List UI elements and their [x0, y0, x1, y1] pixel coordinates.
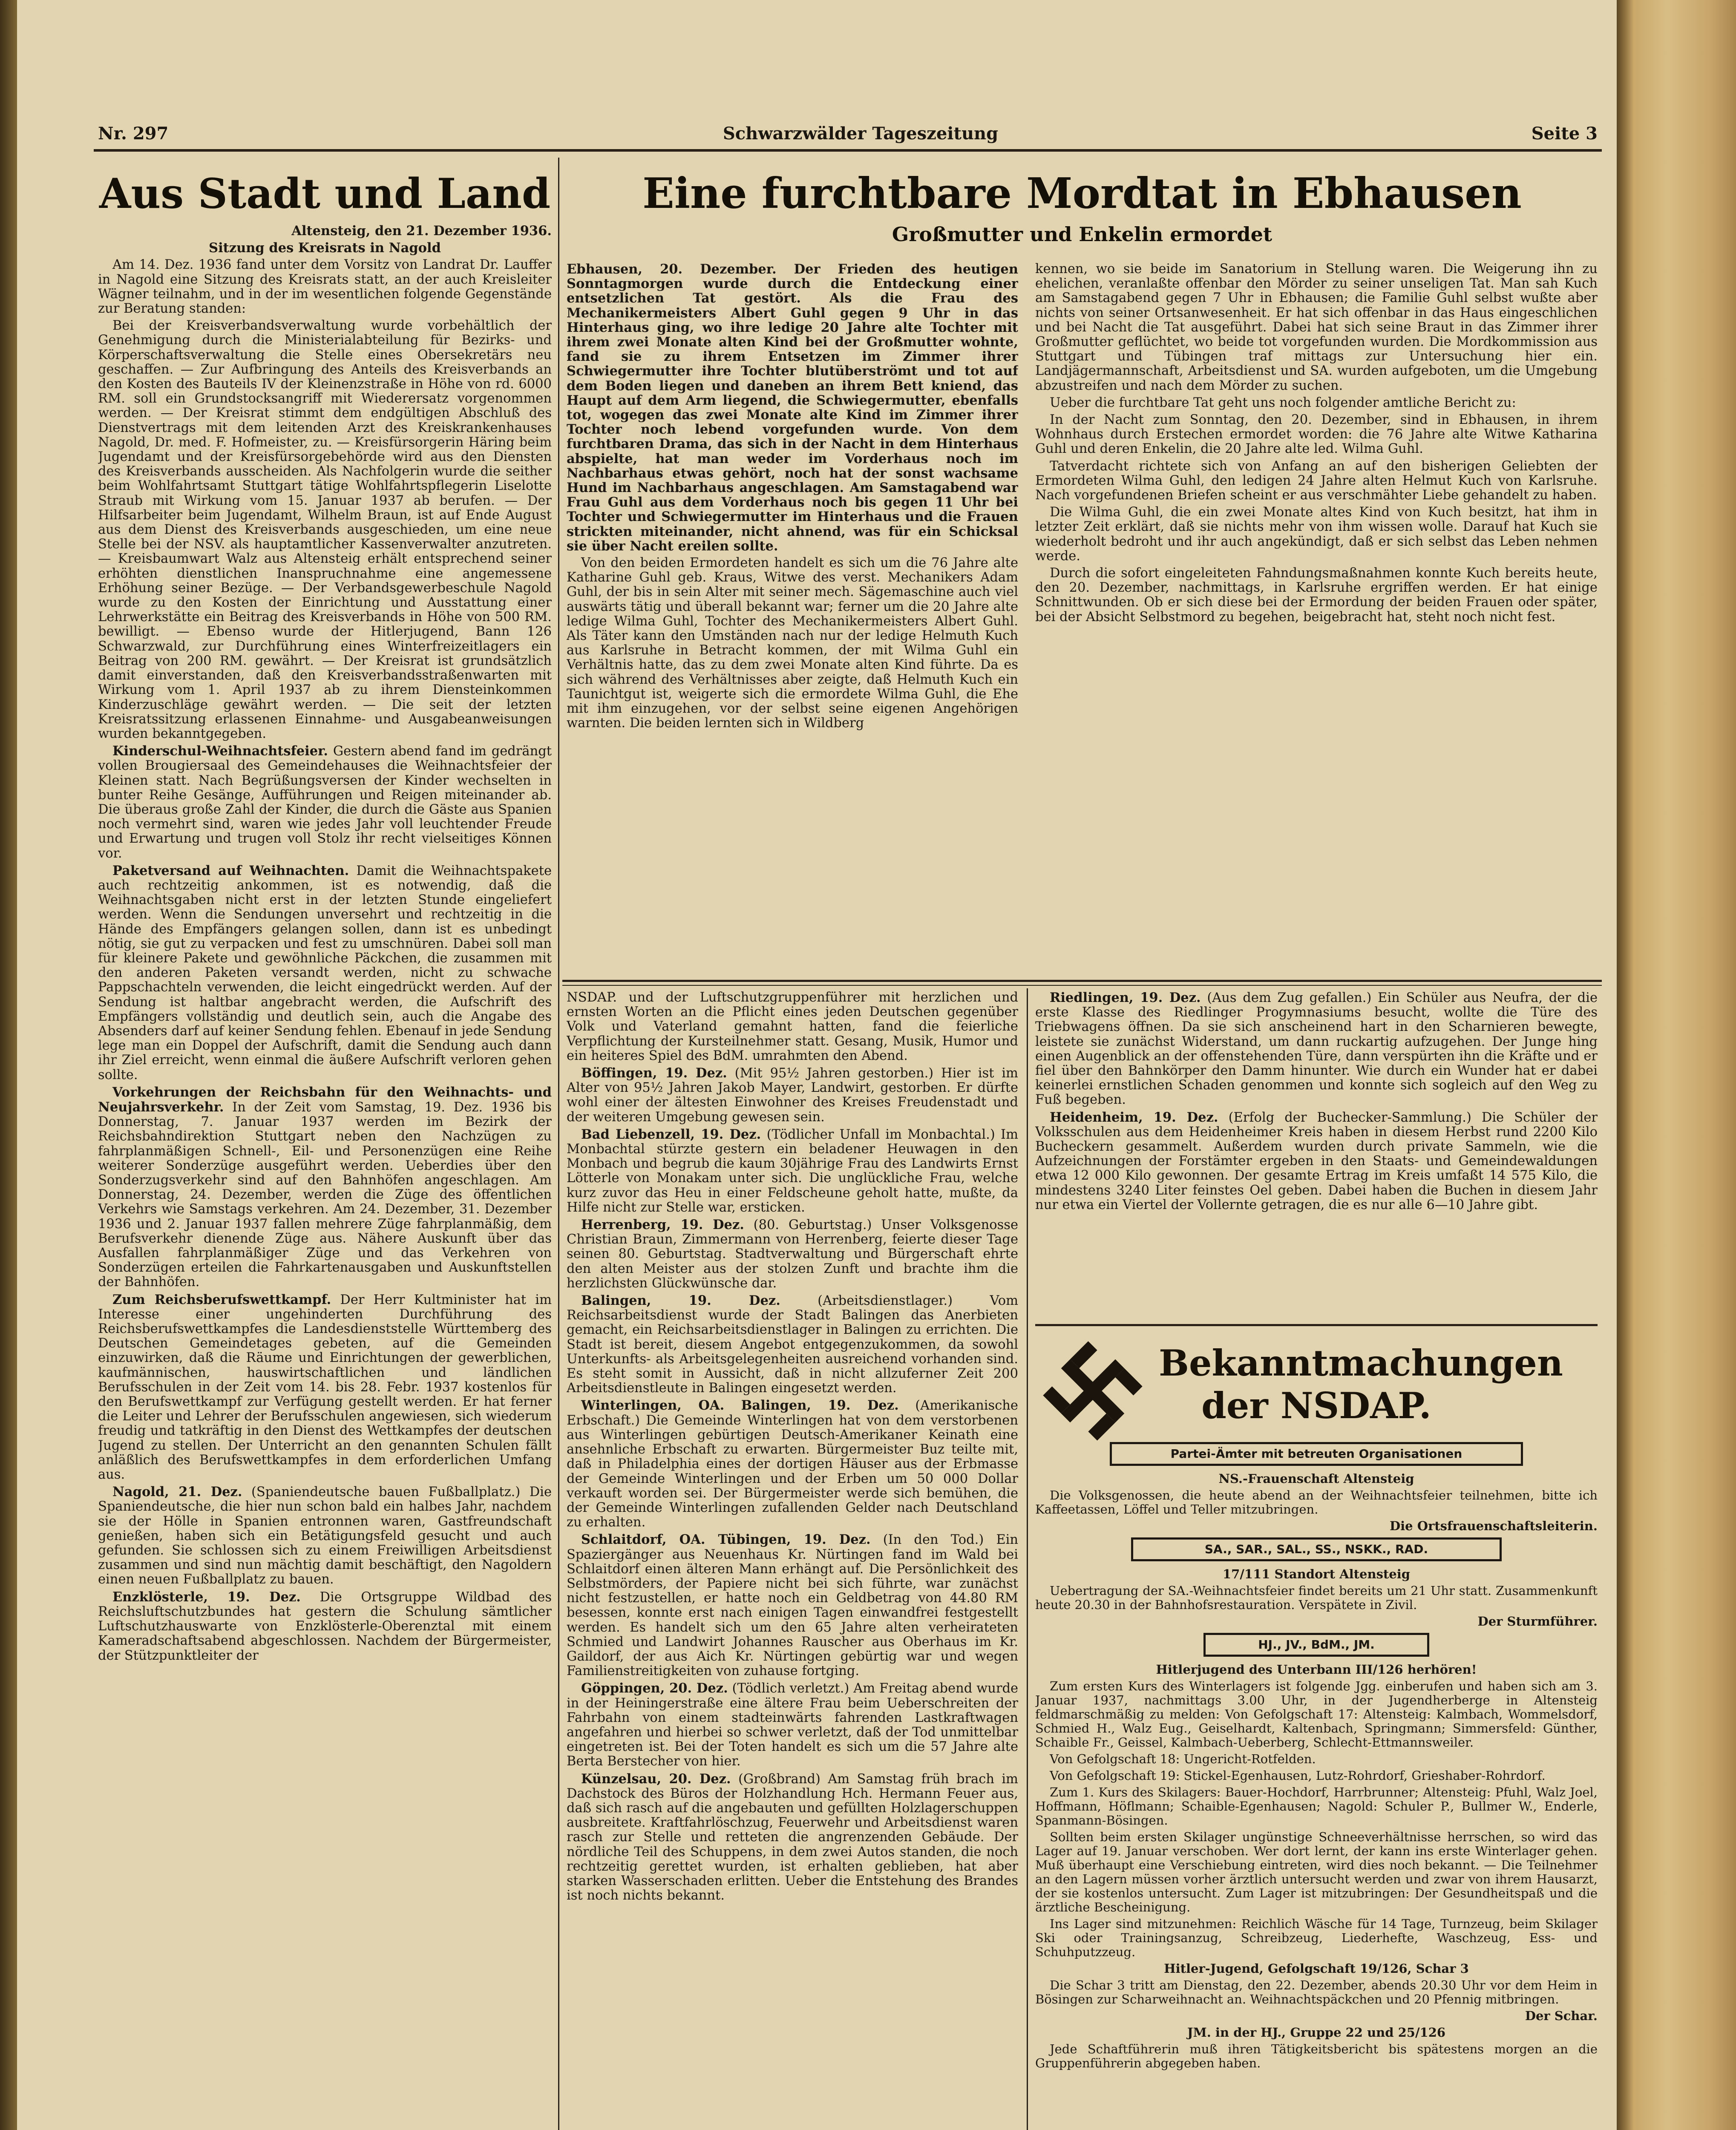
article-reichsbahn: Vorkehrungen der Reichsbahn für den Weihnachts- und Neujahrsverkehr. In der Zeit vom Samstag, 19. Dez. 1936 bis Donnerstag, 7. Januar 1937 werden im Bezirk der Reichsbahndirektion Stuttgart neben den Nachzügen zu fahrplanmäßigen Schnell-, Eil- und Personenzügen eine Reihe weiterer Sonderzüge ausgeführt werden. Ueberdies über den Sonderzugsverkehr sind auf den Bahnhöfen angeschlagen. Am Donnerstag, 24. Dezember, werden die Züge des öffentlichen Verkehrs wie Samstags verkehren. Am 24. Dezember, 31. Dezember 1936 und 2. Januar 1937 fallen mehrere Züge fahrplanmäßig, dem Berufsverkehr dienende Züge aus. Nähere Auskunft über das Ausfallen fahrplanmäßiger Züge und das Verkehren von Sonderzügen erteilen die Fahrkartenausgaben und Auskunftstellen der Bahnhöfen. — [98, 1084, 552, 1290]
mord-para-7: Die Wilma Guhl, die ein zwei Monate altes Kind von Kuch besitzt, hat ihm in letzter Zeit erklärt, daß sie nichts mehr von ihm wissen wolle. Darauf hat Kuch sie wiederholt bedroht und ihr auch angekündigt, daß er sich selbst das Leben nehmen werde. — [1035, 505, 1598, 564]
article-head: Böffingen, 19. Dez. — [581, 1065, 727, 1081]
article-boeffingen: Böffingen, 19. Dez. (Mit 95½ Jahren gestorben.) Hier ist im Alter von 95½ Jahren Jakob Mayer, Landwirt, gestorben. Er dürfte wohl einer der ältesten Einwohner des Kreises Freudenstadt und der weiteren Umgebung gewesen sein. — [567, 1065, 1018, 1125]
article-kuenzelsau: Künzelsau, 20. Dez. (Großbrand) Am Samstag früh brach im Dachstock des Büros der Holzhandlung Hch. Hermann Feuer aus, daß sich rasch auf die angebauten und gefüllten Holzlagerschuppen ausbreitete. Kraftfahrlöschzug, Feuerwehr und Arbeitsdienst waren rasch zur Stelle und retteten die angrenzenden Gebäude. Der nördliche Teil des Schuppens, in dem zwei Autos standen, die noch rechtzeitig gerettet wurden, ist erhalten geblieben, hat aber starken Wasserschaden erlitten. Ueber die Entstehung des Brandes ist noch nichts bekannt. — [567, 1771, 1018, 1903]
column-regional-news — [567, 990, 1018, 2130]
mord-para-8: Durch die sofort eingeleiteten Fahndungsmaßnahmen konnte Kuch bereits heute, den 20. Dezember, nachmittags, in Karlsruhe ergriffen werden. Er hat einige Schnittwunden. Ob er sich diese bei der Ermordung der beiden Frauen oder später, bei der Absicht Selbstmord zu begehen, beigebracht hat, steht noch nicht fest. — [1035, 566, 1598, 625]
article-head: Enzklösterle, 19. Dez. — [112, 1589, 301, 1605]
article-head: Schlaitdorf, OA. Tübingen, 19. Dez. — [581, 1532, 871, 1548]
article-head: Balingen, 19. Dez. — [581, 1293, 780, 1309]
article-head: Winterlingen, OA. Balingen, 19. Dez. — [581, 1398, 899, 1413]
dateline: Altensteig, den 21. Dezember 1936. — [291, 224, 552, 239]
column-divider — [558, 158, 559, 2130]
nsdap-announcements-title: Bekanntmachungen der NSDAP. — [1159, 1342, 1563, 1427]
article-heidenheim: Heidenheim, 19. Dez. (Erfolg der Buchecker-Sammlung.) Die Schüler der Volksschulen aus dem Heidenheimer Kreis haben in diesem Herbst rund 2200 Kilo Bucheckern gesammelt. Außerdem wurden durch private Sammeln, wie die Aufzeichnungen der Forstämter ergeben in den Staats- und Gemeindewaldungen etwa 12 000 Kilo gewonnen. Der gesamte Ertrag im Kreis umfaßt 14 575 Kilo, die mindestens 3240 Liter feinstes Oel geben. Dabei haben die Buchen in diesem Jahr nur etwa ein Viertel der Vollernte getragen, die es nur alle 6—10 Jahre gibt. — [1035, 1109, 1598, 1212]
article-riedlingen: Riedlingen, 19. Dez. (Aus dem Zug gefallen.) Ein Schüler aus Neufra, der die erste Klasse des Riedlinger Progymnasiums besucht, wollte die Türe des Triebwagens öffnen. Da sie sich anscheinend hart in den Scharnieren bewegte, leistete sie zunächst Widerstand, um dann ruckartig aufzugehen. Der Junge hing einen Augenblick an der offenstehenden Türe, dann verspürten ihn die Kräfte und er fiel über den Bahnkörper den Damm hinunter. Wie durch ein Wunder hat er dabei keinerlei ernstlichen Schaden genommen und konnte sich sogleich auf den Weg zu Fuß begeben. — [1035, 990, 1598, 1108]
article-balingen: Balingen, 19. Dez. (Arbeitsdienstlager.) Vom Reichsarbeitsdienst wurde der Stadt Balingen das Anerbieten gemacht, ein Reichsarbeitsdienstlager in Balingen zu errichten. Die Stadt ist bereit, diesem Angebot entgegenzukommen, da sowohl Unterkunfts- als Arbeitsgelegenheiten ausreichend vorhanden sind. Es steht somit in Aussicht, daß in nicht allzuferner Zeit 200 Arbeitsdienstleute in Balingen eingesetzt werden. — [567, 1293, 1018, 1396]
hj2-signature: Der Schar. — [1525, 2009, 1598, 2023]
hj2-text: Die Schar 3 tritt am Dienstag, den 22. Dezember, abends 20.30 Uhr vor dem Heim in Bösingen zur Scharweihnacht an. Weihnachtspäckchen und 20 Pfennig mitbringen. — [1035, 1978, 1598, 2006]
article-liebenzell: Bad Liebenzell, 19. Dez. (Tödlicher Unfall im Monbachtal.) Im Monbachtal stürzte gestern ein beladener Heuwagen in den Monbach und begrub die kaum 30jährige Frau des Landwirts Ernst Lötterle von Monakam unter sich. Die unglückliche Frau, welche kurz zuvor das Heu in einer Feldscheune geholt hatte, mußte, da Hilfe nicht zur Stelle war, ersticken. — [567, 1126, 1018, 1215]
hj2-head: Hitler-Jugend, Gefolgschaft 19/126, Schar 3 — [1164, 1961, 1469, 1976]
article-head: Herrenberg, 19. Dez. — [581, 1217, 744, 1233]
article-herrenberg: Herrenberg, 19. Dez. (80. Geburtstag.) Unser Volksgenosse Christian Braun, Zimmermann von Herrenberg, feierte dieser Tage seinen 80. Geburtstag. Stadtverwaltung und Bürgerschaft ehrte den alten Meister aus der stolzen Zunft und brachte ihm die herzlichsten Glückwünsche dar. — [567, 1217, 1018, 1291]
article-head: Zum Reichsberufswettkampf. — [112, 1292, 331, 1307]
ns-frauenschaft-head: NS.-Frauenschaft Altensteig — [1218, 1471, 1414, 1486]
mord-lead: Ebhausen, 20. Dezember. Der Frieden des heutigen Sonntagmorgen wurde durch die Entdeckung einer entsetzlichen Tat gestört. Als die Frau des Mechanikermeisters Albert Guhl gegen 9 Uhr in das Hinterhaus ging, wo ihre ledige 20 Jahre alte Tochter mit ihrem zwei Monate alten Kind bei der Großmutter wohnte, fand sie zu ihrem Entsetzen im Zimmer ihrer Schwiegermutter ihre Tochter blutüberströmt und tot auf dem Boden liegen und daneben an ihrem Bett kniend, das Haupt auf dem Arm liegend, die Schwiegermutter, ebenfalls tot, wogegen das zwei Monate alte Kind im Zimmer ihrer Tochter noch lebend vorgefunden wurde. Von dem furchtbaren Drama, das sich in der Nacht in dem Hinterhaus abspielte, hat man weder im Vorderhaus noch im Nachbarhaus etwas gehört, noch hat der sonst wachsame Hund im Nachbarhaus angeschlagen. Am Samstagabend war Frau Guhl aus dem Vorderhaus noch bis gegen 11 Uhr bei Tochter und Schwiegermutter im Hinterhaus und die Frauen strickten miteinander, nicht ahnend, was für ein Schicksal sie über Nacht ereilen sollte. — [567, 262, 1018, 554]
mord-column-left — [567, 262, 1018, 978]
hj-para-1: Zum ersten Kurs des Winterlagers ist folgende Jgg. einberufen und haben sich am 3. Januar 1937, nachmittags 3.00 Uhr, in der Jugendherberge in Altensteig feldmarschmäßig zu melden: Von Gefolgschaft 17: Altensteig: Kalmbach, Wommelsdorf, Schmied H., Walz Eug., Geiselhardt, Kaltenbach, Springmann; Simmersfeld: Günther, Schaible Fr., Geissel, Kalmbach-Ueberberg, Schlecht-Ettmannsweiler. — [1035, 1679, 1598, 1750]
article-head: Göppingen, 20. Dez. — [581, 1681, 728, 1696]
issue-number: Nr. 297 — [98, 124, 169, 144]
mord-para-2: Von den beiden Ermordeten handelt es sich um die 76 Jahre alte Katharine Guhl geb. Kraus, Witwe des verst. Mechanikers Adam Guhl, der bis in sein Alter mit seiner mech. Sägemaschine auch viel auswärts tätig und überall bekannt war; ferner um die 20 Jahre alte ledige Wilma Guhl, Tochter des Mechanikermeisters Albert Guhl. Als Täter kann den Umständen nach nur der ledige Helmuth Kuch aus Karlsruhe in Betracht kommen, der mit Wilma Guhl ein Verhältnis hatte, das zu dem zwei Monate alten Kind führte. Da es sich während des Verhältnisses aber zeigte, daß Helmuth Kuch ein Taunichtgut ist, weigerte sich die ermordete Wilma Guhl, die Ehe mit ihm einzugehen, vor der selbst seine eigenen Angehörigen warnten. Die beiden lernten sich in Wildberg — [567, 556, 1018, 731]
mord-para-5: In der Nacht zum Sonntag, den 20. Dezember, sind in Ebhausen, in ihrem Wohnhaus durch Erstechen ermordet worden: die 76 Jahre alte Witwe Katharina Guhl und deren Enkelin, die 20 Jahre alte led. Wilma Guhl. — [1035, 412, 1598, 457]
section-divider — [562, 985, 1602, 986]
mord-headline: Eine furchtbare Mordtat in Ebhausen — [642, 169, 1522, 218]
article-head: Bad Liebenzell, 19. Dez. — [581, 1126, 761, 1142]
article-continued: NSDAP. und der Luftschutzgruppenführer mit herzlichen und ernsten Worten an die Pflicht eines jeden Deutschen gegenüber Volk und Vaterland gemahnt hatten, fand die feierliche Verpflichtung der Kursteilnehmer statt. Gesang, Musik, Humor und ein heiteres Spiel des BdM. umrahmten den Abend. — [567, 990, 1018, 1063]
subhead-kreisrat: Sitzung des Kreisrats in Nagold — [209, 240, 441, 256]
hj-para-6: Ins Lager sind mitzunehmen: Reichlich Wäsche für 14 Tage, Turnzeug, beim Skilager Ski oder Trainingsanzug, Schreibzeug, Liederhefte, Waschzeug, Ess- und Schuhputzzeug. — [1035, 1917, 1598, 1959]
section-title: Aus Stadt und Land — [99, 170, 551, 218]
swastika-emblem-icon — [1039, 1338, 1146, 1444]
page-number: Seite 3 — [1531, 124, 1598, 144]
article-head: Nagold, 21. Dez. — [112, 1484, 242, 1500]
article-head: Paketversand auf Weihnachten. — [112, 863, 349, 878]
kreisrat-para-2: Bei der Kreisverbandsverwaltung wurde vorbehältlich der Genehmigung durch die Ministerialabteilung für Bezirks- und Körperschaftsverwaltung die Stelle eines Obersekretärs neu geschaffen. — Zur Aufbringung des Anteils des Kreisverbands an den Kosten des Bauteils IV der Kleinenzstraße in Höhe von rd. 6000 RM. soll ein Grundstocksangriff mit Wiederersatz vorgenommen werden. — Der Kreisrat stimmt dem endgültigen Abschluß des Dienstvertrags mit dem leitenden Arzt des Kreiskrankenhauses Nagold, Dr. med. F. Hofmeister, zu. — Kreisfürsorgerin Häring beim Jugendamt und der Kreisfürsorgebehörde wird aus den Diensten des Kreisverbands ausscheiden. Als Nachfolgerin wurde die seither beim Wohlfahrtsamt Stuttgart tätige Wohlfahrtspflegerin Liselotte Straub mit Wirkung vom 15. Januar 1937 ab berufen. — Der Hilfsarbeiter beim Jugendamt, Wilhelm Braun, ist auf Ende August aus dem Dienst des Kreisverbands ausgeschieden, um eine neue Stelle bei der NSV. als hauptamtlicher Kassenverwalter anzutreten. — Kreisbaumwart Walz aus Altensteig erhält entsprechend seiner erhöhten dienstlichen Inanspruchnahme eine angemessene Erhöhung seiner Bezüge. — Der Verbandsgewerbeschule Nagold wurde zu den Kosten der Einrichtung und Ausstattung einer Lehrwerkstätte ein Beitrag des Kreisverbands in Höhe von 500 RM. bewilligt. — Ebenso wurde der Hitlerjugend, Bann 126 Schwarzwald, zur Durchführung eines Winterfreizeitlagers ein Beitrag von 200 RM. gewährt. — Der Kreisrat ist grundsätzlich damit einverstanden, daß den Kreisverbandsstraßenwarten mit Wirkung vom 1. April 1937 ab zu ihrem Diensteinkommen Kinderzuschläge gewährt werden. — Die seit der letzten Kreisratssitzung erlassenen Einnahme- und Ausgabeanweisungen wurden bekanntgegeben. — [98, 318, 552, 741]
section-divider — [562, 980, 1602, 982]
ns-frauenschaft-signature: Die Ortsfrauenschaftsleiterin. — [1389, 1519, 1598, 1533]
column-local-news — [98, 224, 552, 2130]
article-nagold: Nagold, 21. Dez. (Spaniendeutsche bauen Fußballplatz.) Die Spaniendeutsche, die hier nun schon bald ein halbes Jahr, nachdem sie der Hölle in Spanien entronnen waren, Gastfreundschaft genießen, haben sich ein Betätigungsfeld gesucht und auch gefunden. Sie schlossen sich zu einem Freiwilligen Arbeitsdienst zusammen und sind nun mächtig damit beschäftigt, den Nagoldern einen neuen Fußballplatz zu bauen. — [98, 1484, 552, 1587]
article-head: Kinderschul-Weihnachtsfeier. — [112, 743, 328, 759]
hj-para-3: Von Gefolgschaft 19: Stickel-Egenhausen, Lutz-Rohrdorf, Grieshaber-Rohrdorf. — [1050, 1768, 1546, 1783]
hj-para-4: Zum 1. Kurs des Skilagers: Bauer-Hochdorf, Harrbrunner; Altensteig: Pfuhl, Walz Joel, Hoffmann, Höflmann; Schaible-Egenhausen; Nagold: Schuler P., Bullmer W., Enderle, Spanmann-Bösingen. — [1035, 1785, 1598, 1828]
mord-para-3: kennen, wo sie beide im Sanatorium in Stellung waren. Die Weigerung ihn zu ehelichen, veranlaßte offenbar den Mörder zu seiner unseligen Tat. Man sah Kuch am Samstagabend gegen 7 Uhr in Ebhausen; die Familie Guhl selbst wußte aber nichts von seiner Ortsanwesenheit. Er hat sich offenbar in das Haus eingeschlichen und bei Nacht die Tat ausgeführt. Dabei hat sich seine Braut in das Zimmer ihrer Großmutter geflüchtet, wo beide tot vorgefunden wurden. Die Mordkommission aus Stuttgart und Tübingen traf mittags zur Untersuchung hier ein. Landjägermannschaft, Arbeitsdienst und SA. wurden aufgeboten, um die Umgebung abzustreifen und nach dem Mörder zu suchen. — [1035, 262, 1598, 393]
sa-signature: Der Sturmführer. — [1477, 1614, 1598, 1629]
hj-para-2: Von Gefolgschaft 18: Ungericht-Rotfelden. — [1050, 1752, 1316, 1766]
hj-para-5: Sollten beim ersten Skilager ungünstige Schneeverhältnisse herrschen, so wird das Lager auf 19. Januar verschoben. Wer dort lernt, der kann ins erste Winterlager gehen. Muß überhaupt eine Verschiebung eintreten, wird dies noch bekannt. — Die Teilnehmer an den Lagern müssen vorher ärztlich untersucht werden und zwar von ihrem Hausarzt, der sie kostenlos untersucht. Zum Lager ist mitzubringen: Der Gesundheitspaß und die ärztliche Bescheinigung. — [1035, 1830, 1598, 1914]
jm-text: Jede Schaftführerin muß ihren Tätigkeitsbericht bis spätestens morgen an die Gruppenführerin abgegeben haben. — [1035, 2042, 1598, 2070]
sa-head: 17/111 Standort Altensteig — [1222, 1567, 1411, 1581]
article-head: Künzelsau, 20. Dez. — [581, 1771, 731, 1787]
article-paketversand: Paketversand auf Weihnachten. Damit die Weihnachtspakete auch rechtzeitig ankommen, ist es notwendig, daß die Weihnachtsgaben nicht erst in der letzten Stunde eingeliefert werden. Wenn die Sendungen unversehrt und rechtzeitig in die Hände des Empfängers gelangen sollen, dann ist es unbedingt nötig, sie gut zu verpacken und fest zu umschnüren. Dabei soll man für kleinere Pakete und gewöhnliche Päckchen, die zusammen mit den anderen Paketen versandt werden, nicht zu schwache Pappschachteln verwenden, die leicht eingedrückt werden. Auf der Sendung ist haltbar angebracht werden, die Aufschrift des Empfängers vollständig und deutlich sein, auch die Angabe des Absenders darf auf keiner Sendung fehlen. Ebenauf in jede Sendung lege man ein Doppel der Aufschrift, damit die Sendung auch dann ihr Ziel erreicht, wenn einmal die äußere Aufschrift verloren gehen sollte. — [98, 863, 552, 1082]
book-binding-edge — [1617, 0, 1736, 2130]
newspaper-name: Schwarzwälder Tageszeitung — [723, 124, 999, 144]
article-enzkloesterle: Enzklösterle, 19. Dez. Die Ortsgruppe Wildbad des Reichsluftschutzbundes hat gestern die Schulung sämtlicher Luftschutzhauswarte von Enzklösterle-Oberenztal mit einem Kameradschaftsabend abgeschlossen. Nachdem der Bürgermeister, der Stützpunktleiter der — [98, 1589, 552, 1663]
article-schlaitdorf: Schlaitdorf, OA. Tübingen, 19. Dez. (In den Tod.) Ein Spaziergänger aus Neuenhaus Kr. Nürtingen fand im Wald bei Schlaitdorf einen älteren Mann erhängt auf. Die Persönlichkeit des Selbstmörders, der Papiere nicht bei sich führte, war zunächst nicht festzustellen, er hatte noch ein Geldbetrag von 44.80 RM besessen, konnte erst nach einigen Tagen einwandfrei festgestellt werden. Es handelt sich um den 65 Jahre alten verheirateten Schmied und Landwirt Johannes Rauscher aus Oberhaus im Kr. Gaildorf, der aus Aich Kr. Nürtingen gebürtig war und wegen Familienstreitigkeiten von zuhause fortging. — [567, 1532, 1018, 1679]
box-hj: HJ., JV., BdM., JM. — [1203, 1633, 1429, 1657]
kreisrat-para-1: Am 14. Dez. 1936 fand unter dem Vorsitz von Landrat Dr. Lauffer in Nagold eine Sitzung des Kreisrats statt, an der auch Kreisleiter Wägner teilnahm, und in der im wesentlichen folgende Gegenstände zur Beratung standen: — [98, 257, 552, 317]
article-winterlingen: Winterlingen, OA. Balingen, 19. Dez. (Amerikanische Erbschaft.) Die Gemeinde Winterlingen hat von dem verstorbenen aus Winterlingen gebürtigen Deutsch-Amerikaner Keinath eine ansehnliche Erbschaft zu erwarten. Bürgermeister Buz teilte mit, daß in Philadelphia eines der dortigen Häuser aus der Erbmasse der Gemeinde Winterlingen und der Erben um 50 000 Dollar verkauft worden sei. Der Bürgermeister werde sich bemühen, die der Gemeinde Winterlingen zufallenden Gelder nach Deutschland zu erhalten. — [567, 1398, 1018, 1530]
masthead-rule — [94, 149, 1602, 152]
column-nsdap — [1035, 1438, 1598, 2130]
article-head: Heidenheim, 19. Dez. — [1050, 1109, 1218, 1125]
mord-para-4: Ueber die furchtbare Tat geht uns noch folgender amtliche Bericht zu: — [1050, 395, 1516, 410]
nsdap-divider — [1035, 1324, 1598, 1326]
box-sa: SA., SAR., SAL., SS., NSKK., RAD. — [1131, 1537, 1502, 1561]
mord-para-6: Tatverdacht richtete sich von Anfang an auf den bisherigen Geliebten der Ermordeten Wilma Guhl, den ledigen 24 Jahre alten Helmut Kuch von Karlsruhe. Nach vorgefundenen Briefen scheint er aus verschmähter Liebe gehandelt zu haben. — [1035, 458, 1598, 503]
jm-head: JM. in der HJ., Gruppe 22 und 25/126 — [1187, 2025, 1446, 2040]
article-head: Vorkehrungen der Reichsbahn für den Weihnachts- und Neujahrsverkehr. — [98, 1084, 552, 1115]
column-divider — [1027, 988, 1028, 2130]
ns-frauenschaft-text: Die Volksgenossen, die heute abend an der Weihnachtsfeier teilnehmen, bitte ich Kaffeetassen, Löffel und Teller mitzubringen. — [1035, 1488, 1598, 1517]
article-goeppingen: Göppingen, 20. Dez. (Tödlich verletzt.) Am Freitag abend wurde in der Heiningerstraße eine ältere Frau beim Ueberschreiten der Fahrbahn von einem stadteinwärts fahrenden Lastkraftwagen angefahren und hierbei so schwer verletzt, daß der Tod unmittelbar eingetreten ist. Bei der Toten handelt es sich um die 57 Jahre alte Berta Berstecher von hier. — [567, 1681, 1018, 1769]
mord-column-right — [1035, 262, 1598, 978]
article-head: Riedlingen, 19. Dez. — [1050, 990, 1201, 1005]
article-berufswettkampf: Zum Reichsberufswettkampf. Der Herr Kultminister hat im Interesse einer ungehinderten Durchführung des Reichsberufswettkampfes die Landesdienststelle Württemberg des Deutschen Gemeindetages gebeten, auf die Gemeinden einzuwirken, daß die Räume und Einrichtungen der gewerblichen, kaufmännischen, hauswirtschaftlichen und ländlichen Berufsschulen in der Zeit vom 14. bis 28. Febr. 1937 kostenlos für den Berufswettkampf zur Verfügung gestellt werden. Er hat ferner die Leiter und Lehrer der Berufsschulen angewiesen, sich wiederum freudig und tatkräftig in den Dienst des Wettkampfes der deutschen Jugend zu stellen. Der Unterricht an den genannten Schulen fällt anläßlich des Berufswettkampfes in dem erforderlichen Umfang aus. — [98, 1292, 552, 1482]
book-gutter — [0, 0, 17, 2130]
article-kinderschul: Kinderschul-Weihnachtsfeier. Gestern abend fand im gedrängt vollen Brougiersaal des Gemeindehauses die Weihnachtsfeier der Kleinen statt. Nach Begrüßungsversen der Kinder wechselten in bunter Reihe Gesänge, Aufführungen und Reigen miteinander ab. Die überaus große Zahl der Kinder, die durch die Gäste aus Spanien noch vermehrt sind, waren wie jedes Jahr voll leuchtender Freude und Erwartung und trugen voll Stolz ihr recht vielseitiges Können vor. — [98, 743, 552, 861]
column-4-news — [1035, 990, 1598, 1323]
hj-head: Hitlerjugend des Unterbann III/126 herhören! — [1156, 1662, 1477, 1677]
sa-text: Uebertragung der SA.-Weihnachtsfeier findet bereits um 21 Uhr statt. Zusammenkunft heute 20.30 in der Bahnhofsrestauration. Verspätete in Zivil. — [1035, 1583, 1598, 1612]
mord-subhead: Großmutter und Enkelin ermordet — [892, 223, 1272, 246]
box-partei-aemter: Partei-Ämter mit betreuten Organisationen — [1110, 1442, 1523, 1466]
